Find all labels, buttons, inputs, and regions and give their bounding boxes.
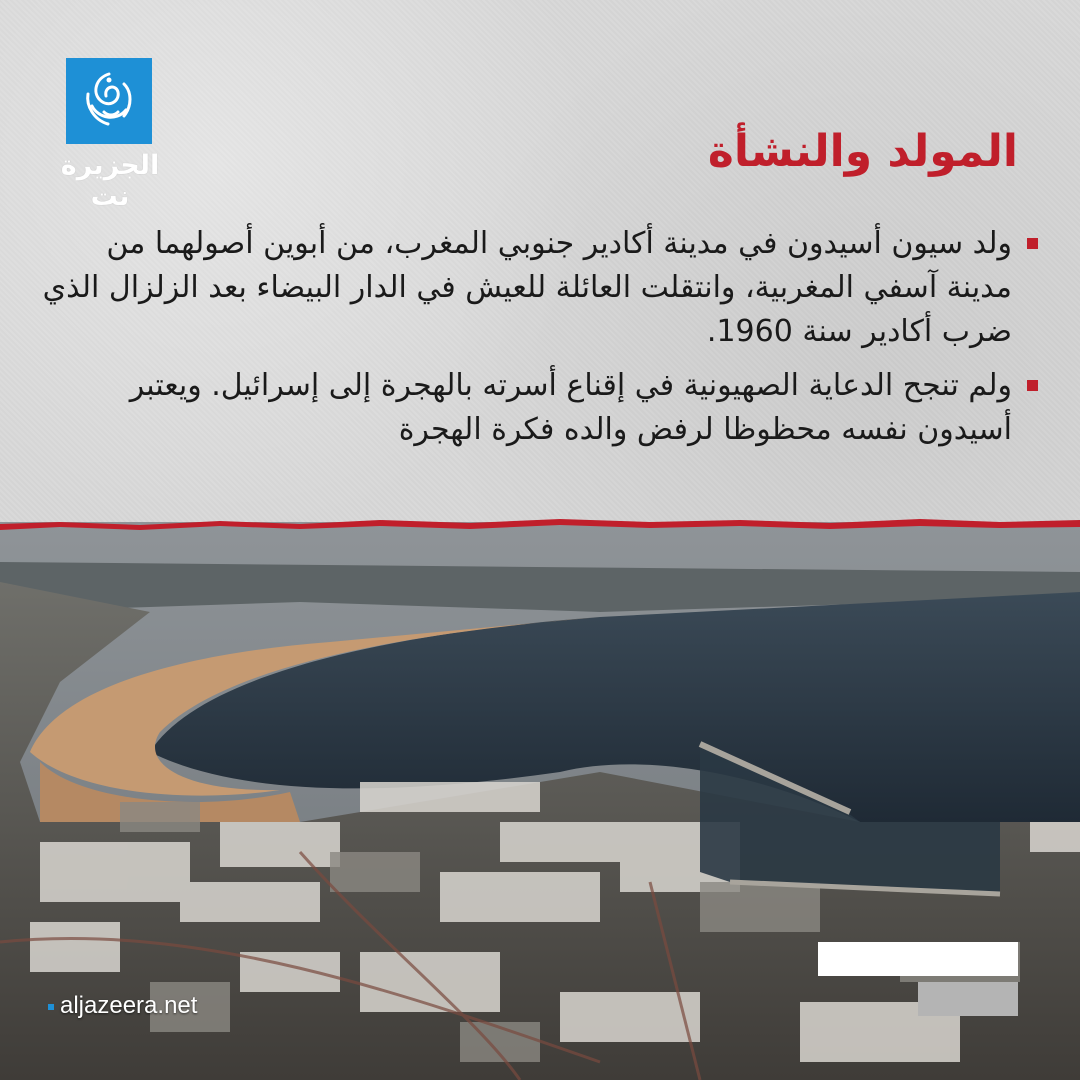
page-title: المولد والنشأة (707, 126, 1018, 177)
logo-text: الجزيرة نت (60, 150, 160, 212)
bullet-dot-icon (48, 1004, 54, 1010)
site-url-text: aljazeera.net (60, 992, 198, 1019)
bullet-marker-icon (1027, 238, 1038, 249)
white-label-box (818, 942, 1018, 976)
bullet-item (38, 364, 1038, 452)
bullet-marker-icon (1027, 380, 1038, 391)
grey-label-box (918, 982, 1018, 1016)
bullet-list (38, 222, 1038, 462)
bullet-text: ولم تنجح الدعاية الصهيونية في إقناع أسرته بالهجرة إلى إسرائيل. ويعتبر أسيدون نفسه محظوظا لرفض والده فكرة الهجرة (129, 368, 1012, 447)
bullet-item (38, 222, 1038, 354)
bullet-text: ولد سيون أسيدون في مدينة أكادير جنوبي المغرب، من أبوين أصولهما من مدينة آسفي المغربية، وانتقلت العائلة للعيش في الدار البيضاء بعد الزلزال الذي ضرب أكادير سنة 1960. (42, 226, 1012, 349)
aljazeera-logo-icon (66, 58, 152, 144)
site-url (48, 992, 197, 1020)
red-torn-edge (0, 514, 1080, 534)
